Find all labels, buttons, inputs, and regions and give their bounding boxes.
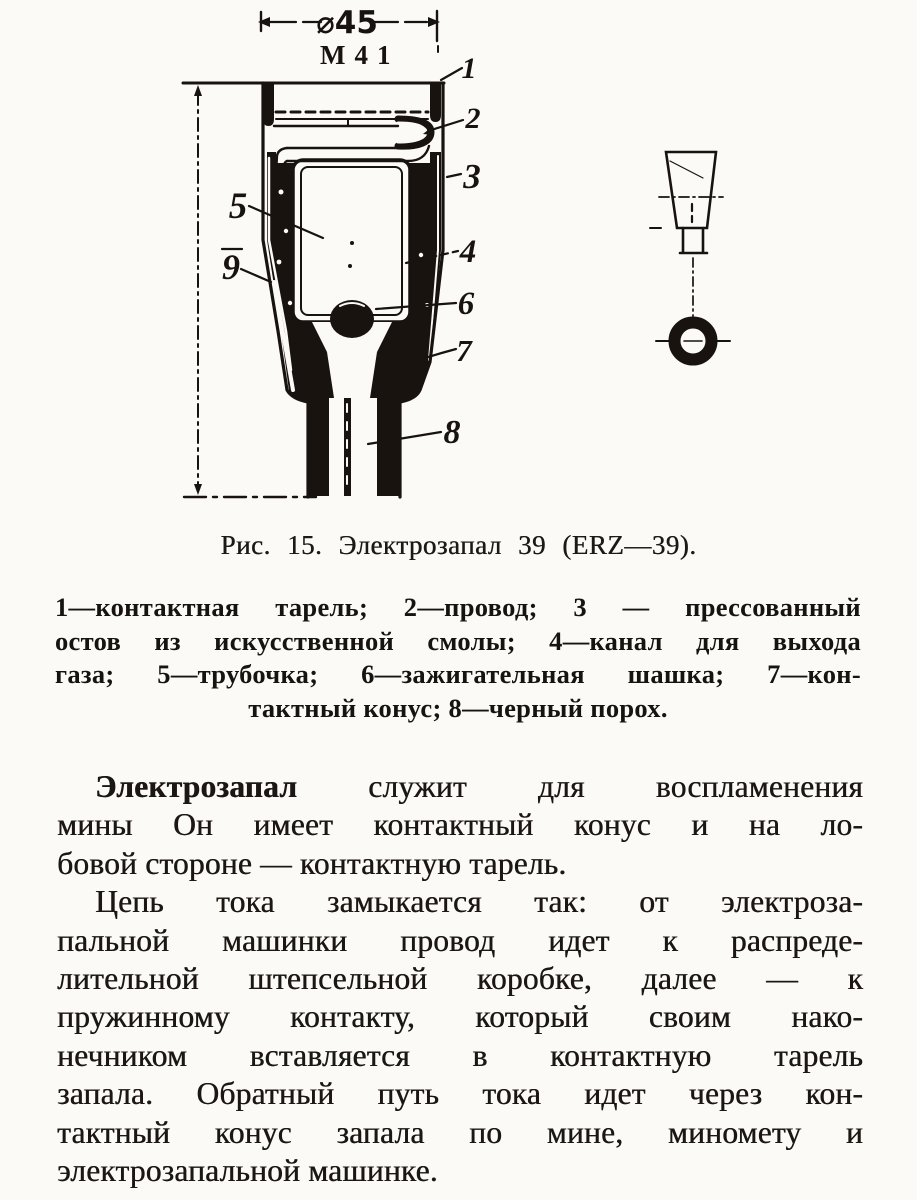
paragraph-lead-word: Электрозапал xyxy=(95,769,298,804)
ring-bottom-view xyxy=(656,323,730,360)
callout-5: 5 xyxy=(228,186,248,227)
body-line: тактный конус запала по мине, миномету и xyxy=(57,1114,863,1150)
callout-9: 9 xyxy=(222,247,240,287)
legend-line: тактный конус; 8—черный порох. xyxy=(248,692,668,723)
callout-4: 4 xyxy=(459,234,477,270)
callout-3: 3 xyxy=(463,157,481,196)
legend-line: остов из искусственной смолы; 4—канал для выхода xyxy=(55,625,861,656)
body-line: Цепь тока замыкается так: от электроза- xyxy=(95,884,863,920)
tube-outer xyxy=(293,160,410,322)
igniter-pellet xyxy=(330,300,374,338)
figure-legend xyxy=(55,591,861,725)
body-line: пальной машинки провод идет к распреде- xyxy=(57,922,863,958)
body-line: пружинному контакту, который своим нако- xyxy=(57,999,863,1035)
body-line: мины Он имеет контактный конус и на ло- xyxy=(57,807,863,843)
channel-strip-left xyxy=(329,398,344,496)
body-text xyxy=(57,768,863,1190)
powder-strip xyxy=(351,398,377,496)
callout-7: 7 xyxy=(456,333,472,368)
body-line: нечником вставляется в контактную тарель xyxy=(57,1037,863,1073)
diameter-label: ⌀45 xyxy=(316,5,378,41)
body-line: Электрозапал служит для воспламенения xyxy=(95,769,863,804)
figure-caption: Рис. 15. Электрозапал 39 (ERZ—39). xyxy=(220,530,697,560)
body-line: запала. Обратный путь тока идет через кон- xyxy=(57,1076,863,1112)
thread-label: М41 xyxy=(320,40,400,70)
callout-6: 6 xyxy=(457,286,475,322)
body-line: электрозапальной машинке. xyxy=(57,1153,438,1189)
callout-2: 2 xyxy=(465,102,481,135)
callout-8: 8 xyxy=(443,414,461,451)
callout-1: 1 xyxy=(461,52,477,85)
legend-line: газа; 5—трубочка; 6—зажигательная шашка; 7—кон- xyxy=(55,659,861,690)
body-line: бовой стороне — контактную тарель. xyxy=(57,845,567,881)
igniter-cross-section-figure xyxy=(0,0,917,522)
body-line: лительной штепсельной коробке, далее — к xyxy=(57,961,863,997)
legend-line: 1—контактная тарель; 2—провод; 3 — прессованный xyxy=(55,592,861,622)
side-view xyxy=(650,152,723,316)
